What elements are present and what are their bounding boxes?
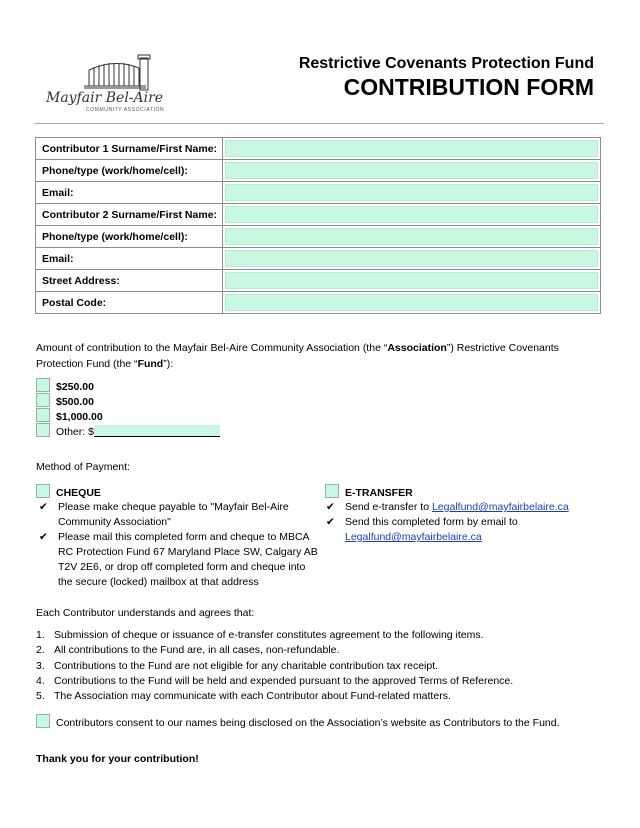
contributor-2-name-input[interactable] bbox=[225, 206, 598, 223]
field-label: Phone/type (work/home/cell): bbox=[36, 160, 223, 182]
amount-intro: Amount of contribution to the Mayfair Bel-Aire Community Association (the “Association”) Restrictive Covenants Protection Fund (the “Fund”): bbox=[36, 342, 559, 370]
fund-title: Restrictive Covenants Protection Fund bbox=[298, 55, 594, 72]
amount-other-checkbox[interactable] bbox=[36, 423, 50, 437]
field-label: Street Address: bbox=[36, 270, 223, 292]
list-item: ✔ Please make cheque payable to "Mayfair Bel-Aire Community Association" bbox=[39, 501, 289, 528]
contributor-2-email-input[interactable] bbox=[225, 250, 598, 267]
table-row bbox=[36, 138, 601, 160]
amount-option-250: $250.00 bbox=[36, 378, 94, 395]
checkmark-icon: ✔ bbox=[39, 501, 48, 513]
list-item: ✔ Send e-transfer to Legalfund@mayfairbelaire.ca bbox=[326, 501, 569, 513]
table-row bbox=[36, 292, 601, 314]
logo-name: Mayfair Bel-Aire bbox=[46, 90, 164, 106]
table-row bbox=[36, 270, 601, 292]
postal-code-input[interactable] bbox=[225, 294, 598, 311]
contributor-2-phone-input[interactable] bbox=[225, 228, 598, 245]
cheque-instructions bbox=[36, 500, 321, 590]
list-item: 1. Submission of cheque or issuance of e-transfer constitutes agreement to the following items. bbox=[36, 629, 484, 641]
logo-subtitle: COMMUNITY ASSOCIATION bbox=[86, 107, 165, 113]
cheque-checkbox[interactable] bbox=[36, 484, 50, 498]
payment-heading: Method of Payment: bbox=[36, 461, 130, 473]
field-label: Email: bbox=[36, 248, 223, 270]
contributor-info-table bbox=[35, 137, 601, 314]
form-title: CONTRIBUTION FORM bbox=[343, 74, 594, 100]
checkmark-icon: ✔ bbox=[39, 531, 48, 543]
contributor-1-phone-input[interactable] bbox=[225, 162, 598, 179]
contributor-1-email-input[interactable] bbox=[225, 184, 598, 201]
consent-option: Contributors consent to our names being disclosed on the Association’s website as Contributors to the Fund. bbox=[36, 714, 560, 729]
amount-option-500: $500.00 bbox=[36, 393, 94, 410]
thank-you-note: Thank you for your contribution! bbox=[36, 753, 199, 765]
contributor-1-name-input[interactable] bbox=[225, 140, 598, 157]
field-label: Contributor 1 Surname/First Name: bbox=[36, 138, 223, 160]
table-row bbox=[36, 226, 601, 248]
etransfer-checkbox[interactable] bbox=[325, 484, 339, 498]
checkmark-icon: ✔ bbox=[326, 516, 335, 528]
table-row bbox=[36, 160, 601, 182]
consent-checkbox[interactable] bbox=[36, 714, 50, 728]
other-amount-input[interactable] bbox=[94, 425, 220, 437]
amount-1000-checkbox[interactable] bbox=[36, 408, 50, 422]
amount-250-checkbox[interactable] bbox=[36, 378, 50, 392]
etransfer-instructions bbox=[323, 500, 605, 545]
table-row bbox=[36, 248, 601, 270]
amount-500-checkbox[interactable] bbox=[36, 393, 50, 407]
cheque-option: CHEQUE bbox=[36, 484, 101, 499]
table-row bbox=[36, 204, 601, 226]
etransfer-option: E-TRANSFER bbox=[325, 484, 413, 499]
amount-option-1000: $1,000.00 bbox=[36, 408, 103, 425]
table-row bbox=[36, 182, 601, 204]
field-label: Email: bbox=[36, 182, 223, 204]
list-item: 5. The Association may communicate with each Contributor about Fund-related matters. bbox=[36, 690, 451, 703]
terms-list bbox=[36, 628, 513, 704]
amount-option-other: Other: $ bbox=[36, 423, 220, 440]
field-label: Postal Code: bbox=[36, 292, 223, 314]
street-address-input[interactable] bbox=[225, 272, 598, 289]
header-divider bbox=[35, 123, 604, 124]
list-item: ✔ Send this completed form by email to Legalfund@mayfairbelaire.ca bbox=[326, 516, 518, 543]
legal-fund-email-link[interactable]: Legalfund@mayfairbelaire.ca bbox=[431, 501, 569, 513]
legal-fund-email-link[interactable]: Legalfund@mayfairbelaire.ca bbox=[345, 531, 482, 543]
agreement-heading: Each Contributor understands and agrees that: bbox=[36, 607, 255, 619]
checkmark-icon: ✔ bbox=[326, 501, 335, 513]
list-item: 2. All contributions to the Fund are, in all cases, non-refundable. bbox=[36, 644, 340, 657]
list-item: ✔ Please mail this completed form and cheque to MBCA RC Protection Fund 67 Maryland Place SW, Calgary AB T2V 2E6, or drop off completed form and cheque into the secure (locked) mailbox at that address bbox=[39, 531, 318, 588]
list-item: 4. Contributions to the Fund will be held and expended pursuant to the approved Terms of Reference. bbox=[36, 674, 514, 687]
list-item: 3. Contributions to the Fund are not eligible for any charitable contribution tax receipt. bbox=[36, 659, 439, 672]
field-label: Phone/type (work/home/cell): bbox=[36, 226, 223, 248]
field-label: Contributor 2 Surname/First Name: bbox=[36, 204, 223, 226]
